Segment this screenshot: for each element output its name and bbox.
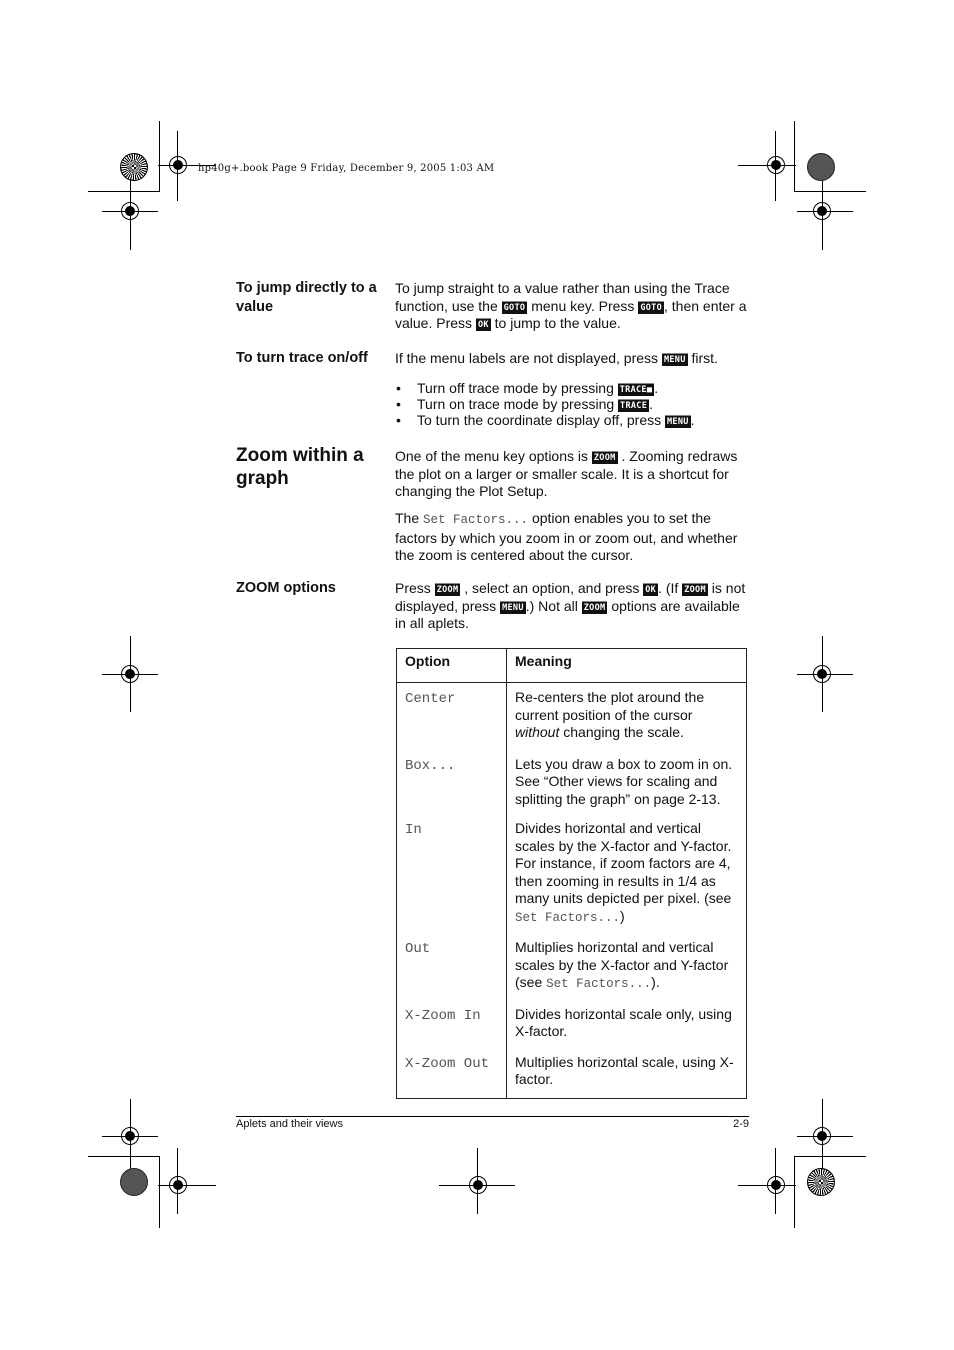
meaning-cell [507,683,747,756]
meaning-text: Divides horizontal and vertical scales by the X-factor and Y-factor. For instance, if zoom factors are 4, then zooming in results in 1/4 as many units depicted per pixel. (see [515,820,732,906]
option-cell: In [397,820,507,939]
trace-intro [395,350,750,368]
register-mark-icon [813,202,831,220]
option-cell: X-Zoom Out [397,1054,507,1099]
gray-disc-icon [120,1168,148,1196]
bullet-text: Turn on trace mode by pressing [417,396,615,412]
goto-key-icon: GOTO [640,302,662,313]
meaning-cell: Multiplies horizontal scale, using X-factor. [507,1054,747,1099]
list-item [395,412,750,428]
jump-text-1: To jump straight to a value rather than using the Trace function, use the [395,280,730,314]
table-row [397,1006,747,1054]
book-header: hp40g+.book Page 9 Friday, December 9, 2005 1:03 AM [198,163,495,174]
meaning-cell: Divides horizontal scale only, using X-factor. [507,1006,747,1054]
option-cell: Center [397,683,507,756]
set-factors-code: Set Factors... [423,513,529,527]
register-mark-icon [767,156,785,174]
jump-paragraph [395,280,750,333]
rosette-icon [120,153,148,181]
register-mark-icon [121,202,139,220]
zo-text-6: options are available in all aplets. [395,597,740,631]
option-column-header: Option [397,649,507,683]
rosette-icon [807,1168,835,1196]
register-mark-icon [767,1176,785,1194]
table-header-row [397,649,747,683]
zoom-options-heading: ZOOM options [236,580,336,596]
footer-section-title: Aplets and their views [236,1118,343,1130]
zo-text-2: , select an option, and press [464,580,640,596]
ok-key-icon: OK [477,320,489,330]
meaning-emphasis: without [515,724,560,740]
menu-key-icon: MENU [667,417,689,427]
option-cell: X-Zoom In [397,1006,507,1054]
period: . [649,396,654,412]
list-item [395,380,750,396]
meaning-cell [507,939,747,1006]
zoom-text-3: The [395,510,420,526]
zo-text-3: . (If [658,580,679,596]
zoom-text-4: option enables you to set the factors by which you zoom in or zoom out, and whether the zoom is centered about the cursor. [395,510,738,563]
register-mark-icon [169,156,187,174]
meaning-column-header: Meaning [507,649,747,683]
menu-key-icon: MENU [502,602,524,613]
zoom-key-icon: ZOOM [436,585,459,595]
period: . [690,412,695,428]
option-cell: Out [397,939,507,1006]
meaning-text: Re-centers the plot around the current position of the cursor [515,689,705,723]
trace-bullet-list [395,380,750,428]
zoom-paragraph-1 [395,448,750,501]
trace-off-key-icon: TRACE■ [619,385,653,395]
zoom-key-icon: ZOOM [593,453,616,463]
zoom-heading: Zoom within a graph [236,445,364,489]
trace-heading: To turn trace on/off [236,350,368,366]
table-row [397,683,747,756]
bullet-text: Turn off trace mode by pressing [417,380,614,396]
ok-key-icon: OK [645,585,657,595]
meaning-text: changing the scale. [563,724,684,740]
set-factors-code: Set Factors... [546,977,652,991]
register-mark-icon [121,665,139,683]
footer-rule [236,1116,749,1117]
zo-text-1: Press [395,580,431,596]
period: . [654,380,659,396]
meaning-cell [507,820,747,939]
trace-intro-end: first. [691,350,718,366]
zoom-text-1: One of the menu key options is [395,448,588,464]
zoom-options-paragraph [395,580,750,633]
meaning-cell: Lets you draw a box to zoom in on. See “Other views for scaling and splitting the graph” on page 2-13. [507,756,747,821]
zoom-paragraph-2 [395,510,750,565]
jump-heading: To jump directly to a value [236,280,377,315]
register-mark-icon [121,1127,139,1145]
zoom-text-2: . Zooming redraws the plot on a larger or smaller scale. It is a shortcut for changing the Plot Setup. [395,448,738,499]
register-mark-icon [469,1176,487,1194]
register-mark-icon [813,665,831,683]
zoom-key-icon: ZOOM [684,585,706,595]
bullet-text: To turn the coordinate display off, press [417,412,662,428]
zo-text-4: is not displayed, press [395,580,746,614]
meaning-text: ) [620,907,625,924]
jump-text-2: menu key. Press [531,297,635,314]
jump-text-4: to jump to the value. [494,315,621,331]
register-mark-icon [813,1127,831,1145]
list-item [395,396,750,412]
trace-on-key-icon: TRACE [620,401,648,411]
zoom-key-icon: ZOOM [583,602,606,613]
set-factors-code: Set Factors... [515,910,621,925]
page-number: 2-9 [733,1118,749,1130]
trace-intro-text: If the menu labels are not displayed, press [395,350,659,366]
menu-key-icon: MENU [663,355,686,365]
meaning-text: ). [651,974,660,990]
gray-disc-icon [807,153,835,181]
option-cell: Box... [397,756,507,821]
jump-text-3: , then enter a value. Press [395,297,747,331]
meaning-text: Multiplies horizontal and vertical scales by the X-factor and Y-factor (see [515,939,729,990]
table-row [397,1054,747,1099]
zo-text-5: .) Not all [525,597,578,614]
register-mark-icon [169,1176,187,1194]
table-row [397,939,747,1006]
zoom-options-table [396,648,747,1099]
table-row [397,756,747,821]
table-row [397,820,747,939]
goto-key-icon: GOTO [503,302,526,313]
